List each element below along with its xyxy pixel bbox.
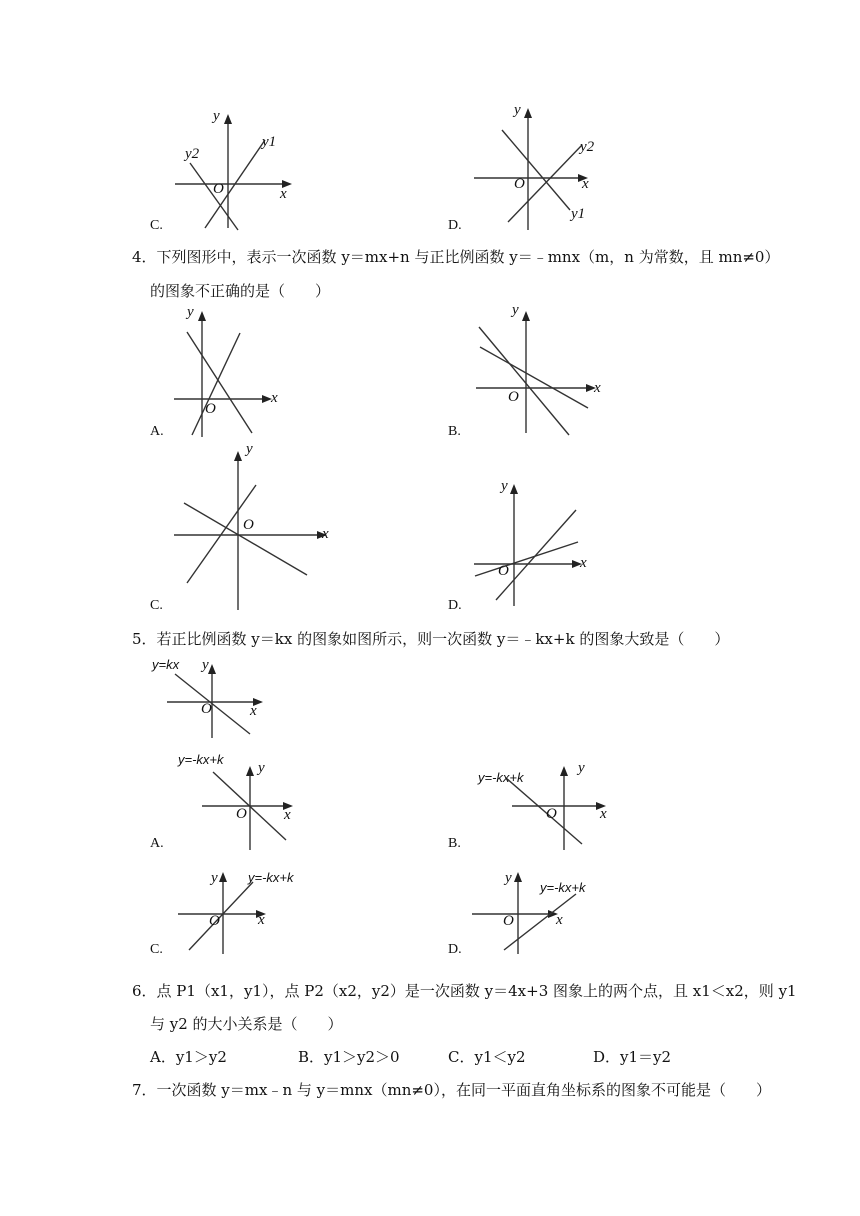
line-label-y1: y1 [262,134,277,150]
question-4-line-2: 的图象不正确的是（ ） [150,282,331,300]
origin-label: O [201,701,212,717]
equation-label: y=-kx+k [248,870,294,885]
origin-label: O [514,176,525,192]
x-axis-label: x [271,390,278,406]
question-6-option-d: D．y1＝y2 [593,1048,672,1066]
option-label: C. [150,218,163,233]
equation-label: y=-kx+k [540,880,586,895]
x-axis-label: x [556,912,563,928]
y-axis-label: y [578,760,585,776]
origin-label: O [498,563,509,579]
question-6-line-1: 6．点 P1（x1，y1），点 P2（x2，y2）是一次函数 y＝4x+3 图象上的两个点，且 x1＜x2，则 y1 [132,982,797,1000]
line-label-y2: y2 [580,139,595,155]
option-label: D. [448,598,462,613]
y-axis-label: y [213,108,220,124]
question-7-line-1: 7．一次函数 y＝mx﹣n 与 y＝mnx（mn≠0），在同一平面直角坐标系的图象不可能是（ ） [132,1081,771,1099]
y-axis-label: y [512,302,519,318]
x-axis-label: x [600,806,607,822]
origin-label: O [205,401,216,417]
question-6-option-b: B．y1＞y2＞0 [298,1048,400,1066]
question-6-option-a: A．y1＞y2 [150,1048,227,1066]
question-6-option-c: C．y1＜y2 [448,1048,526,1066]
origin-label: O [508,389,519,405]
x-axis-label: x [284,807,291,823]
origin-label: O [503,913,514,929]
line-label-y2: y2 [185,146,200,162]
option-label: A. [150,836,164,851]
question-6-line-2: 与 y2 的大小关系是（ ） [150,1015,343,1033]
y-axis-label: y [514,102,521,118]
coordinate-plot [172,445,337,615]
option-label: D. [448,218,462,233]
x-axis-label: x [258,912,265,928]
y-axis-label: y [246,441,253,457]
equation-label: y=kx [152,657,180,672]
coordinate-plot [172,305,282,440]
origin-label: O [213,181,224,197]
x-axis-label: x [322,526,329,542]
origin-label: O [209,913,220,929]
y-axis-label: y [501,478,508,494]
coordinate-plot [170,108,300,233]
option-label: C. [150,598,163,613]
option-label: A. [150,424,164,439]
origin-label: O [236,806,247,822]
coordinate-plot [474,305,604,440]
x-axis-label: x [594,380,601,396]
option-label: D. [448,942,462,957]
x-axis-label: x [582,176,589,192]
option-label: B. [448,424,461,439]
y-axis-label: y [258,760,265,776]
equation-label: y=-kx+k [478,770,524,785]
option-label: C. [150,942,163,957]
y-axis-label: y [211,870,218,886]
coordinate-plot [472,480,592,610]
y-axis-label: y [187,304,194,320]
line-label-y1: y1 [571,206,586,222]
y-axis-label: y [505,870,512,886]
coordinate-plot [165,660,275,740]
x-axis-label: x [280,186,287,202]
x-axis-label: x [580,555,587,571]
y-axis-label: y [202,657,209,673]
origin-label: O [546,806,557,822]
question-5-line-1: 5．若正比例函数 y＝kx 的图象如图所示，则一次函数 y＝﹣kx+k 的图象大致是（ ） [132,630,730,648]
origin-label: O [243,517,254,533]
question-4-line-1: 4．下列图形中，表示一次函数 y＝mx+n 与正比例函数 y＝﹣mnx（m，n 为常数，且 mn≠0） [132,248,780,266]
equation-label: y=-kx+k [178,752,224,767]
option-label: B. [448,836,461,851]
x-axis-label: x [250,703,257,719]
